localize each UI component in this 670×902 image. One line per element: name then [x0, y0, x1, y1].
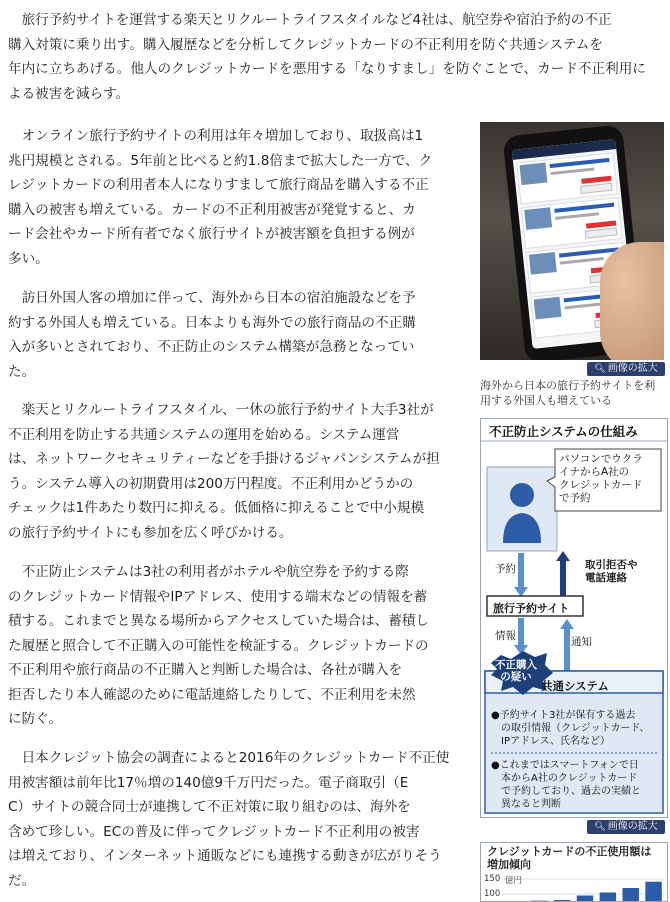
label-notice: 通知 — [571, 634, 592, 649]
article-paragraph-2 — [8, 124, 468, 271]
bubble-text — [559, 453, 643, 505]
text-line: よる被害を減らす。 — [8, 82, 668, 107]
text-line: 不正利用や旅行商品の不正購入と判断した場合は、各社が購入を — [8, 658, 468, 683]
text-line: 増加傾向 — [487, 858, 651, 871]
text-line: クレジットカード — [559, 479, 643, 492]
text-line: レジットカードの利用者本人になりすまして旅行商品を購入する不正 — [8, 173, 468, 198]
text-line: C）サイトの競合同士が連携して不正対策に取り組むのは、海外を — [8, 795, 468, 820]
text-line: は増えており、インターネット通販などにも連携する動きが広がりそう — [8, 844, 468, 869]
label-travel-site: 旅行予約サイト — [493, 600, 569, 616]
common-system-bullet-2 — [491, 759, 641, 811]
text-line: 購入対策に乗り出す。購入履歴などを分析してクレジットカードの不正利用を防ぐ共通システムを — [8, 33, 668, 58]
text-line: ード会社やカード所有者でなく旅行サイトが被害額を負担する例が — [8, 222, 468, 247]
text-line: イナからA社の — [559, 466, 643, 479]
label-fraud-suspicion — [495, 659, 537, 683]
text-line: 訪日外国人客の増加に伴って、海外から日本の宿泊施設などを予 — [8, 286, 468, 311]
article-paragraph-6 — [8, 746, 468, 893]
text-line: 不正購入 — [495, 659, 537, 671]
text-line: 旅行予約サイトを運営する楽天とリクルートライフスタイルなど4社は、航空券や宿泊予約の不正 — [8, 8, 668, 33]
text-line: IPアドレス、氏名など） — [491, 735, 650, 748]
photo-caption: 海外から日本の旅行予約サイトを利用する外国人も増えている — [480, 378, 666, 408]
label-reserve: 予約 — [495, 561, 516, 576]
text-line: ●予約サイト3社が保有する過去 — [491, 709, 650, 722]
label-info: 情報 — [495, 628, 516, 643]
text-line: で予約 — [559, 492, 643, 505]
photo-zoom-button[interactable] — [587, 362, 665, 376]
text-line: 年内に立ちあげる。他人のクレジットカードを悪用する「なりすまし」を防ぐことで、カード不正利用に — [8, 57, 668, 82]
chart-unit: 億円 — [505, 874, 522, 886]
label-common-system: 共通システム — [541, 678, 609, 694]
chart-bar — [645, 882, 661, 901]
chart-bar — [554, 900, 570, 901]
text-line: クレジットカードの不正使用額は — [487, 845, 651, 858]
y-tick-label: 100 — [484, 889, 500, 899]
text-line: の取引情報（クレジットカード、 — [491, 722, 650, 735]
text-line: ●これまではスマートフォンで日 — [491, 759, 641, 772]
article-photo[interactable] — [480, 122, 664, 360]
chart-bar — [577, 896, 593, 902]
diagram-zoom-button[interactable] — [587, 820, 665, 834]
text-line: 本からA社のクレジットカード — [491, 772, 641, 785]
text-line: だ。 — [8, 869, 468, 894]
zoom-label: 画像の拡大 — [608, 821, 658, 832]
text-line: パソコンでウクラ — [559, 453, 643, 466]
user-icon — [510, 483, 534, 507]
diagram-title: 不正防止システムの仕組み — [489, 422, 638, 440]
zoom-label: 画像の拡大 — [608, 363, 658, 374]
text-line: 取引拒否や — [585, 559, 638, 572]
text-line: 購入の被害も増えている。カードの不正利用被害が発覚すると、カ — [8, 198, 468, 223]
text-line: 楽天とリクルートライフスタイル、一休の旅行予約サイト大手3社が — [8, 398, 468, 423]
text-line: 兆円規模とされる。5年前と比べると約1.8倍まで拡大した一方で、ク — [8, 149, 468, 174]
text-line: のクレジットカード情報やIPアドレス、使用する端末などの情報を蓄 — [8, 585, 468, 610]
label-reject — [585, 559, 638, 585]
text-line: た履歴と照合して不正購入の可能性を検証する。クレジットカードの — [8, 634, 468, 659]
text-line: オンライン旅行予約サイトの利用は年々増加しており、取扱高は1 — [8, 124, 468, 149]
text-line: 異なると判断 — [491, 798, 641, 811]
fraud-prevention-diagram[interactable] — [480, 418, 668, 818]
article-paragraph-3 — [8, 286, 468, 384]
text-line: で予約しており、過去の実績と — [491, 785, 641, 798]
text-line: 日本クレジット協会の調査によると2016年のクレジットカード不正使 — [8, 746, 468, 771]
text-line: 積する。これまでと異なる場所からアクセスしていた場合は、蓄積し — [8, 609, 468, 634]
text-line: チェックは1件あたり数円に抑える。低価格に抑えることで中小規模 — [8, 496, 468, 521]
chart-plot — [481, 843, 667, 901]
text-line: 拒否したり本人確認のために電話連絡したりして、不正利用を未然 — [8, 683, 468, 708]
text-line: う。システム導入の初期費用は200万円程度。不正利用かどうかの — [8, 472, 468, 497]
text-line: 不正利用を防止する共通システムの運用を始める。システム運営 — [8, 423, 468, 448]
article-paragraph-4 — [8, 398, 468, 545]
common-system-bullet-1 — [491, 709, 650, 748]
text-line: 入が多いとされており、不正防止のシステム構築が急務となってい — [8, 335, 468, 360]
text-line: 用被害額は前年比17％増の140億9千万円だった。電子商取引（E — [8, 771, 468, 796]
hand-image — [600, 242, 664, 360]
text-line: た。 — [8, 360, 468, 385]
magnifier-icon: 🔍︎ — [594, 822, 605, 832]
y-tick-label: 150 — [484, 874, 500, 884]
text-line: 含めて珍しい。ECの普及に伴ってクレジットカード不正利用の被害 — [8, 820, 468, 845]
magnifier-icon: 🔍︎ — [594, 364, 605, 374]
text-line: の旅行予約サイトにも参加を広く呼びかける。 — [8, 521, 468, 546]
fraud-amount-chart[interactable] — [480, 842, 668, 902]
text-line: 電話連絡 — [585, 572, 638, 585]
text-line: に防ぐ。 — [8, 707, 468, 732]
article-paragraph-1 — [8, 8, 668, 106]
text-line: 約する外国人も増えている。日本よりも海外での旅行商品の不正購 — [8, 311, 468, 336]
text-line: の疑い — [495, 671, 537, 683]
text-line: 多い。 — [8, 247, 468, 272]
text-line: 不正防止システムは3社の利用者がホテルや航空券を予約する際 — [8, 560, 468, 585]
article-paragraph-5 — [8, 560, 468, 732]
text-line: は、ネットワークセキュリティーなどを手掛けるジャパンシステムが担 — [8, 447, 468, 472]
chart-bar — [622, 888, 638, 901]
